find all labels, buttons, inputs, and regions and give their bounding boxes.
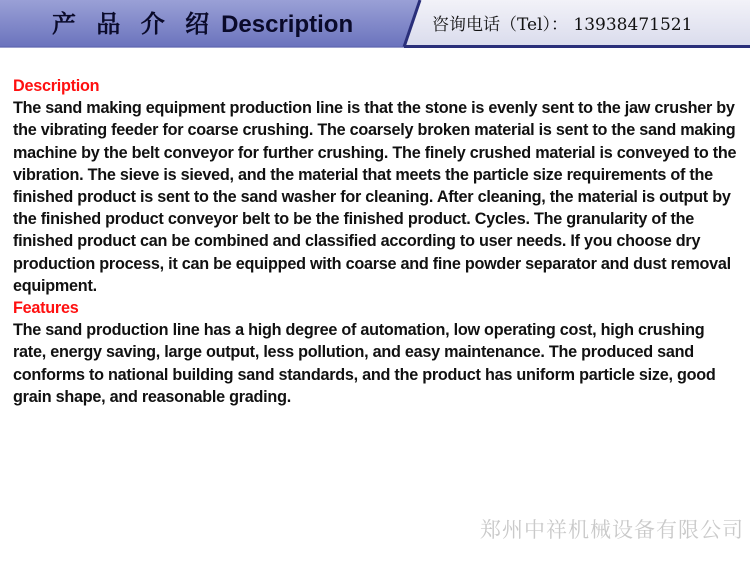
header-banner [0, 0, 750, 48]
page-title [52, 7, 353, 41]
page-title-english: Description [221, 11, 354, 38]
company-watermark: 郑州中祥机械设备有限公司 [480, 518, 744, 542]
contact-phone: 咨询电话（Tel）： 13938471521 [432, 15, 693, 35]
description-text: The sand making equipment production line is that the stone is evenly sent to the jaw crusher by the vibrating feeder for coarse crushing. The coarsely broken material is sent to the sand making machine by the belt conveyor for further crushing. The finely crushed material is conveyed to the vibration. The sieve is sieved, and the material that meets the particle size requirements of the finished product is sent to the sand washer for cleaning. After cleaning, the material is output by the finished product conveyor belt to be the finished product. Cycles. The granularity of the finished product can be combined and classified according to user needs. If you choose dry production process, it can be equipped with coarse and fine powder separator and dust removal equipment. [13, 99, 737, 295]
description-heading: Description [13, 77, 100, 95]
features-heading: Features [13, 299, 79, 318]
page-title-chinese: 产 品 介 绍 [52, 9, 216, 38]
features-text: The sand production line has a high degree of automation, low operating cost, high crushing rate, energy saving, large output, less pollution, and easy maintenance. The produced sand conforms to national building sand standards, and the product has uniform particle size, good grain shape, and reasonable grading. [13, 321, 716, 406]
main-content [13, 75, 738, 408]
